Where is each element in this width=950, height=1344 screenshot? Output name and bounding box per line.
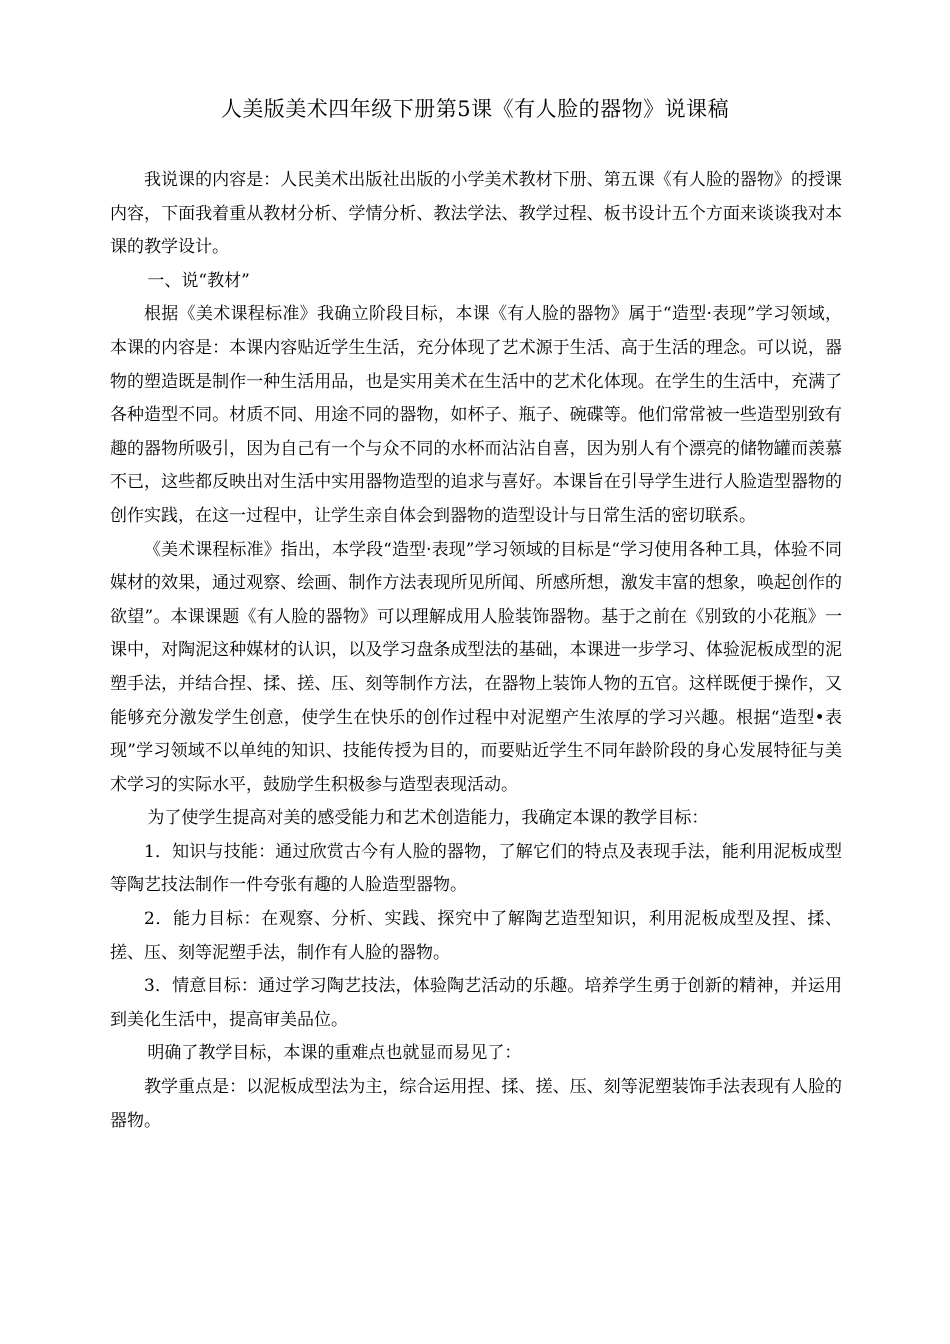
goal-emotion: 3．情意目标：通过学习陶艺技法，体验陶艺活动的乐趣。培养学生勇于创新的精神，并运用到美化生活中，提高审美品位。: [110, 976, 842, 1030]
section-heading-textbook: 一、说“教材”: [147, 270, 250, 291]
curriculum-standard-paragraph: 《美术课程标准》指出，本学段“造型·表现”学习领域的目标是“学习使用各种工具，体验不同媒材的效果，通过观察、绘画、制作方法表现所见所闻、所感所想，激发丰富的想象，唤起创作的欲望”。本课课题《有人脸的器物》可以理解成用人脸装饰器物。基于之前在《别致的小花瓶》一课中，对陶泥这种媒材的认识，以及学习盘条成型法的基础，本课进一步学习、体验泥板成型的泥塑手法，并结合捏、揉、搓、压、刻等制作方法，在器物上装饰人物的五官。这样既便于操作，又能够充分激发学生创意，使学生在快乐的创作过程中对泥塑产生浓厚的学习兴趣。根据“造型•表现”学习领域不以单纯的知识、技能传授为目的，而要贴近学生不同年龄阶段的身心发展特征与美术学习的实际水平，鼓励学生积极参与造型表现活动。: [110, 539, 842, 795]
teaching-key-point: 教学重点是：以泥板成型法为主，综合运用捏、揉、搓、压、刻等泥塑装饰手法表现有人脸的器物。: [110, 1077, 842, 1131]
intro-paragraph: 我说课的内容是：人民美术出版社出版的小学美术教材下册、第五课《有人脸的器物》的授课内容，下面我着重从教材分析、学情分析、教法学法、教学过程、板书设计五个方面来谈谈我对本课的教学设计。: [110, 170, 842, 258]
document-body: [110, 164, 842, 1138]
document-title: 人美版美术四年级下册第5课《有人脸的器物》说课稿: [220, 97, 730, 121]
goal-knowledge-skills: 1．知识与技能：通过欣赏古今有人脸的器物，了解它们的特点及表现手法，能利用泥板成型等陶艺技法制作一件夸张有趣的人脸造型器物。: [110, 841, 842, 896]
key-points-intro: 明确了教学目标，本课的重难点也就显而易见了：: [147, 1043, 522, 1064]
teaching-goals-intro: 为了使学生提高对美的感受能力和艺术创造能力，我确定本课的教学目标：: [147, 808, 709, 829]
textbook-analysis-paragraph: 根据《美术课程标准》我确立阶段目标，本课《有人脸的器物》属于“造型·表现”学习领域，本课的内容是：本课内容贴近学生生活，充分体现了艺术源于生活、高于生活的理念。可以说，器物的塑造既是制作一种生活用品，也是实用美术在生活中的艺术化体现。在学生的生活中，充满了各种造型不同。材质不同、用途不同的器物，如杯子、瓶子、碗碟等。他们常常被一些造型别致有趣的器物所吸引，因为自己有一个与众不同的水杯而沾沾自喜，因为别人有个漂亮的储物罐而羡慕不已，这些都反映出对生活中实用器物造型的追求与喜好。本课旨在引导学生进行人脸造型器物的创作实践，在这一过程中，让学生亲自体会到器物的造型设计与日常生活的密切联系。: [110, 304, 842, 526]
goal-ability: 2．能力目标：在观察、分析、实践、探究中了解陶艺造型知识，利用泥板成型及捏、揉、搓、压、刻等泥塑手法，制作有人脸的器物。: [110, 909, 842, 963]
